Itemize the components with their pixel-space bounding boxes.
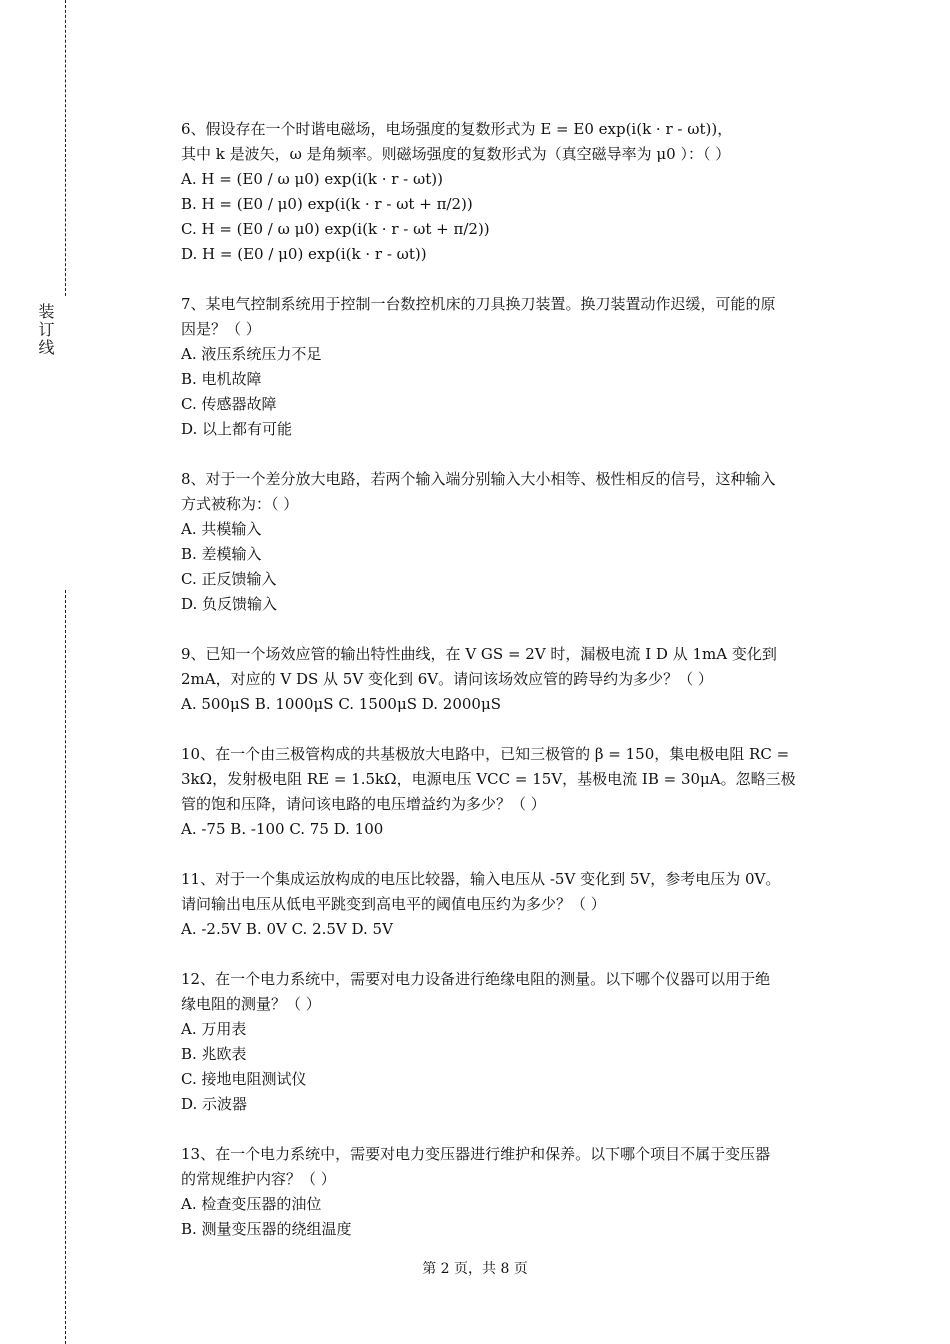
question-stem-line: 3kΩ，发射极电阻 RE = 1.5kΩ，电源电压 VCC = 15V，基极电流 IB = 30μA。忽略三极: [181, 770, 796, 788]
answer-option: C. 正反馈输入: [181, 570, 277, 588]
question-list: [181, 117, 841, 1267]
answer-option: A. -75 B. -100 C. 75 D. 100: [181, 820, 384, 838]
question-7: [181, 292, 841, 442]
question-8: [181, 467, 841, 617]
question-stem-line: 8、对于一个差分放大电路，若两个输入端分别输入大小相等、极性相反的信号，这种输入: [181, 470, 776, 488]
question-stem-line: 7、某电气控制系统用于控制一台数控机床的刀具换刀装置。换刀装置动作迟缓，可能的原: [181, 295, 776, 313]
question-13: [181, 1142, 841, 1242]
question-stem-line: 11、对于一个集成运放构成的电压比较器，输入电压从 -5V 变化到 5V，参考电压为 0V。: [181, 870, 781, 888]
answer-option: B. H = (E0 / μ0) exp(i(k · r - ωt + π/2)): [181, 195, 473, 213]
question-stem-line: 6、假设存在一个时谐电磁场，电场强度的复数形式为 E = E0 exp(i(k · r - ωt))，: [181, 120, 733, 138]
answer-option: C. 接地电阻测试仪: [181, 1070, 307, 1088]
question-stem-line: 其中 k 是波矢，ω 是角频率。则磁场强度的复数形式为（真空磁导率为 μ0 ）：（ ）: [181, 145, 731, 163]
answer-option: C. 传感器故障: [181, 395, 277, 413]
question-10: [181, 742, 841, 842]
answer-option: B. 电机故障: [181, 370, 262, 388]
answer-option: A. 万用表: [181, 1020, 247, 1038]
binding-dashed-line-bottom: [65, 590, 66, 1344]
answer-option: A. 检查变压器的油位: [181, 1195, 322, 1213]
binding-label: 装订线: [36, 303, 55, 357]
binding-dashed-line-top: [65, 0, 66, 296]
question-stem-line: 9、已知一个场效应管的输出特性曲线，在 V GS = 2V 时，漏极电流 I D 从 1mA 变化到: [181, 645, 777, 663]
answer-option: B. 测量变压器的绕组温度: [181, 1220, 352, 1238]
answer-option: A. 共模输入: [181, 520, 262, 538]
answer-option: D. 示波器: [181, 1095, 248, 1113]
question-6: [181, 117, 841, 267]
answer-option: D. H = (E0 / μ0) exp(i(k · r - ωt)): [181, 245, 427, 263]
question-stem-line: 的常规维护内容？（ ）: [181, 1170, 336, 1188]
answer-option: A. 液压系统压力不足: [181, 345, 322, 363]
question-stem-line: 13、在一个电力系统中，需要对电力变压器进行维护和保养。以下哪个项目不属于变压器: [181, 1145, 771, 1163]
question-stem-line: 请问输出电压从低电平跳变到高电平的阈值电压约为多少？（ ）: [181, 895, 606, 913]
question-stem-line: 方式被称为：（ ）: [181, 495, 299, 513]
answer-option: A. H = (E0 / ω μ0) exp(i(k · r - ωt)): [181, 170, 443, 188]
answer-option: D. 以上都有可能: [181, 420, 293, 438]
answer-option: A. 500μS B. 1000μS C. 1500μS D. 2000μS: [181, 695, 501, 713]
question-12: [181, 967, 841, 1117]
question-stem-line: 因是？（ ）: [181, 320, 261, 338]
question-stem-line: 10、在一个由三极管构成的共基极放大电路中，已知三极管的 β = 150，集电极电阻 RC =: [181, 745, 790, 763]
question-stem-line: 2mA，对应的 V DS 从 5V 变化到 6V。请问该场效应管的跨导约为多少？（ ）: [181, 670, 713, 688]
page-footer: 第 2 页，共 8 页: [422, 1261, 528, 1277]
question-stem-line: 缘电阻的测量？（ ）: [181, 995, 321, 1013]
answer-option: C. H = (E0 / ω μ0) exp(i(k · r - ωt + π/2)): [181, 220, 490, 238]
answer-option: D. 负反馈输入: [181, 595, 278, 613]
question-stem-line: 管的饱和压降，请问该电路的电压增益约为多少？（ ）: [181, 795, 546, 813]
answer-option: A. -2.5V B. 0V C. 2.5V D. 5V: [181, 920, 393, 938]
question-11: [181, 867, 841, 942]
answer-option: B. 兆欧表: [181, 1045, 247, 1063]
question-stem-line: 12、在一个电力系统中，需要对电力设备进行绝缘电阻的测量。以下哪个仪器可以用于绝: [181, 970, 771, 988]
answer-option: B. 差模输入: [181, 545, 262, 563]
question-9: [181, 642, 841, 717]
